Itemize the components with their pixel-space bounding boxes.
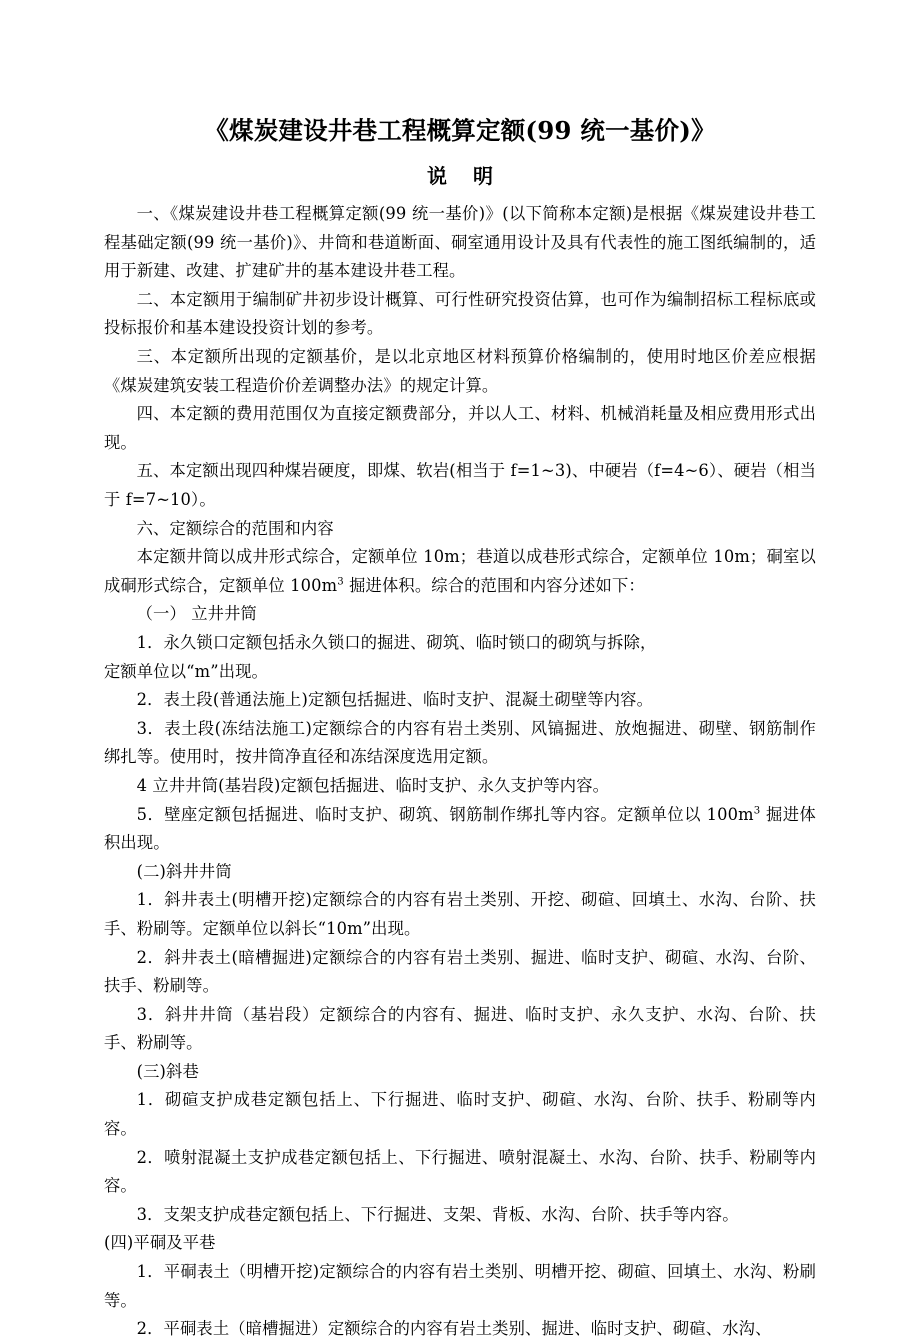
paragraph-section-1-item-3: 3．表土段(冻结法施工)定额综合的内容有岩土类别、风镐掘进、放炮掘进、砌壁、钢筋制作绑扎等。使用时，按井筒净直径和冻结深度选用定额。 [104, 718, 816, 767]
paragraph-article-3: 三、本定额所出现的定额基价，是以北京地区材料预算价格编制的，使用时地区价差应根据《煤炭建筑安装工程造价价差调整办法》的规定计算。 [104, 347, 816, 395]
paragraph-section-1-item-4: 4 立井井筒(基岩段)定额包括掘进、临时支护、永久支护等内容。 [136, 775, 610, 795]
paragraph-article-1: 一、《煤炭建设井巷工程概算定额(99 统一基价)》(以下简称本定额)是根据《煤炭建设井巷工程基础定额(99 统一基价)》、井筒和巷道断面、硐室通用设计及具有代表性的施工图纸编制的，适用于新建、改建、扩建矿井的基本建设井巷工程。 [104, 204, 816, 281]
subtitle-word-right: 明 [473, 164, 493, 189]
paragraph-section-2-item-1: 1．斜井表土(明槽开挖)定额综合的内容有岩土类别、开挖、砌碹、回填土、水沟、台阶、扶手、粉刷等。定额单位以斜长“10m”出现。 [104, 890, 816, 938]
paragraph-section-3-item-3: 3．支架支护成巷定额包括上、下行掘进、支架、背板、水沟、台阶、扶手等内容。 [136, 1204, 739, 1224]
paragraph-article-6-heading: 六、定额综合的范围和内容 [136, 518, 334, 538]
paragraph-section-4-item-1: 1．平硐表土（明槽开挖)定额综合的内容有岩土类别、明槽开挖、砌碹、回填土、水沟、粉刷等。 [104, 1262, 816, 1310]
paragraph-article-5: 五、本定额出现四种煤岩硬度，即煤、软岩(相当于 f=1~3)、中硬岩（f=4~6）、硬岩（相当于 f=7~10）。 [104, 461, 816, 509]
paragraph-section-4-item-2: 2．平硐表土（暗槽掘进）定额综合的内容有岩土类别、掘进、临时支护、砌碹、水沟、 [136, 1319, 772, 1339]
paragraph-section-3-heading: (三)斜巷 [136, 1061, 199, 1081]
paragraph-section-1-item-1: 1．永久锁口定额包括永久锁口的掘进、砌筑、临时锁口的砌筑与拆除， [136, 632, 657, 652]
document-body [104, 200, 816, 1344]
paragraph-section-1-item-2: 2．表土段(普通法施上)定额包括掘进、临时支护、混凝土砌壁等内容。 [136, 690, 654, 710]
page-subtitle [104, 163, 816, 190]
paragraph-section-2-item-3: 3．斜井井筒（基岩段）定额综合的内容有、掘进、临时支护、永久支护、水沟、台阶、扶手、粉刷等。 [104, 1004, 816, 1053]
paragraph-section-2-heading: (二)斜井井筒 [136, 861, 232, 881]
subtitle-word-left: 说 [427, 164, 447, 189]
paragraph-section-4-heading: (四)平硐及平巷 [104, 1233, 216, 1253]
paragraph-section-1-item-5: 5．壁座定额包括掘进、临时支护、砌筑、钢筋制作绑扎等内容。定额单位以 $100m^3$ 掘进体积出现。 [104, 804, 816, 853]
paragraph-section-3-item-1: 1．砌碹支护成巷定额包括上、下行掘进、临时支护、砌碹、水沟、台阶、扶手、粉刷等内容。 [104, 1090, 816, 1139]
paragraph-article-6-body: 本定额井筒以成井形式综合，定额单位 10m；巷道以成巷形式综合，定额单位 10m；硐室以成硐形式综合，定额单位 $100m^3$ 掘进体积。综合的范围和内容分述如下： [104, 547, 816, 595]
paragraph-section-3-item-2: 2．喷射混凝土支护成巷定额包括上、下行掘进、喷射混凝土、水沟、台阶、扶手、粉刷等内容。 [104, 1147, 816, 1196]
paragraph-article-2: 二、本定额用于编制矿井初步设计概算、可行性研究投资估算，也可作为编制招标工程标底或投标报价和基本建设投资计划的参考。 [104, 289, 816, 338]
paragraph-section-1-heading: （一） 立井井筒 [136, 604, 257, 624]
paragraph-section-1-item-1-cont: 定额单位以“m”出现。 [104, 661, 268, 681]
paragraph-article-4: 四、本定额的费用范围仅为直接定额费部分，并以人工、材料、机械消耗量及相应费用形式出现。 [104, 404, 816, 452]
paragraph-section-2-item-2: 2．斜井表土(暗槽掘进)定额综合的内容有岩土类别、掘进、临时支护、砌碹、水沟、台阶、扶手、粉刷等。 [104, 947, 816, 996]
page-title: 《煤炭建设井巷工程概算定额(99 统一基价)》 [204, 116, 716, 145]
